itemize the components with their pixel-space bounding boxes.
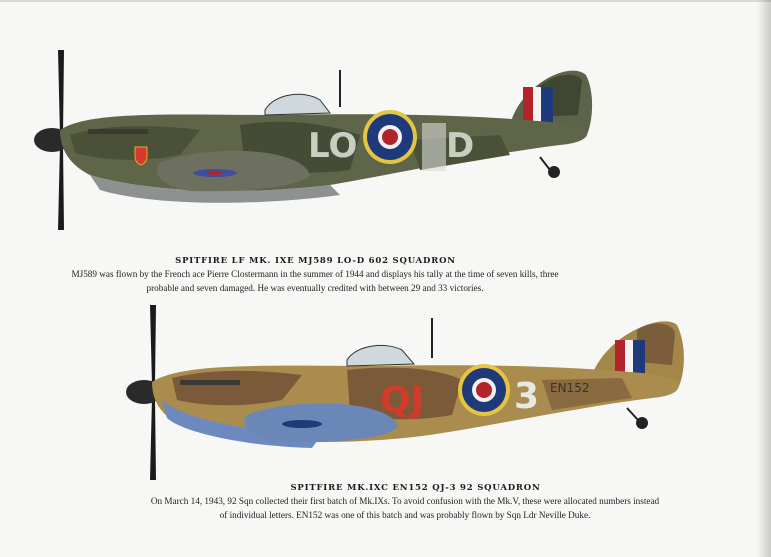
fin-flash-red bbox=[615, 340, 625, 376]
fuselage-band bbox=[422, 123, 446, 171]
page-top-edge bbox=[0, 0, 771, 2]
wing-roundel bbox=[282, 420, 322, 428]
spitfire-en152-profile-illustration bbox=[122, 300, 692, 485]
code-letters-left: QJ bbox=[380, 380, 424, 421]
caption-title-1: SPITFIRE LF MK. IXE MJ589 LO-D 602 SQUADRON bbox=[175, 256, 456, 266]
serial-number: EN152 bbox=[550, 381, 590, 395]
propeller-blade-top bbox=[58, 50, 64, 135]
caption-description-2: On March 14, 1943, 92 Sqn collected their first batch of Mk.IXs. To avoid confusion with the Mk.V, these were allocated numbers instead of individual letters. EN152 was one of this batch and was probably flown by Sqn Ldr Neville Duke. bbox=[150, 496, 660, 520]
propeller-blade-bottom bbox=[150, 398, 156, 480]
fuselage-roundel-red bbox=[382, 129, 398, 145]
propeller-blade-bottom bbox=[58, 145, 64, 230]
canopy bbox=[265, 94, 330, 115]
squadron-badge bbox=[135, 147, 147, 165]
caption-description-1: MJ589 was flown by the French ace Pierre Clostermann in the summer of 1944 and displays his tally at the time of seven kills, three probable and seven damaged. He was eventually credited with between 29 and 33 victories. bbox=[71, 269, 559, 293]
fin-flash-white bbox=[625, 340, 633, 376]
exhaust-stubs bbox=[180, 380, 240, 385]
tail-wheel bbox=[636, 417, 648, 429]
caption-title-2: SPITFIRE MK.IXC EN152 QJ-3 92 SQUADRON bbox=[290, 483, 541, 493]
spitfire-mj589-profile-illustration bbox=[30, 45, 600, 240]
fin-flash-white bbox=[533, 87, 541, 125]
fin-flash-blue bbox=[633, 340, 645, 376]
code-letter-right: D bbox=[446, 126, 475, 166]
canopy bbox=[347, 345, 414, 366]
code-letters-left: LO bbox=[308, 126, 358, 166]
exhaust-stubs bbox=[88, 129, 148, 134]
fin-flash-blue bbox=[541, 87, 553, 125]
fin-flash-red bbox=[523, 87, 533, 125]
code-number: 3 bbox=[514, 376, 540, 417]
page-binding-shadow bbox=[757, 0, 771, 557]
propeller-blade-top bbox=[150, 305, 156, 385]
tail-wheel bbox=[548, 166, 560, 178]
fuselage-roundel-red bbox=[476, 382, 492, 398]
